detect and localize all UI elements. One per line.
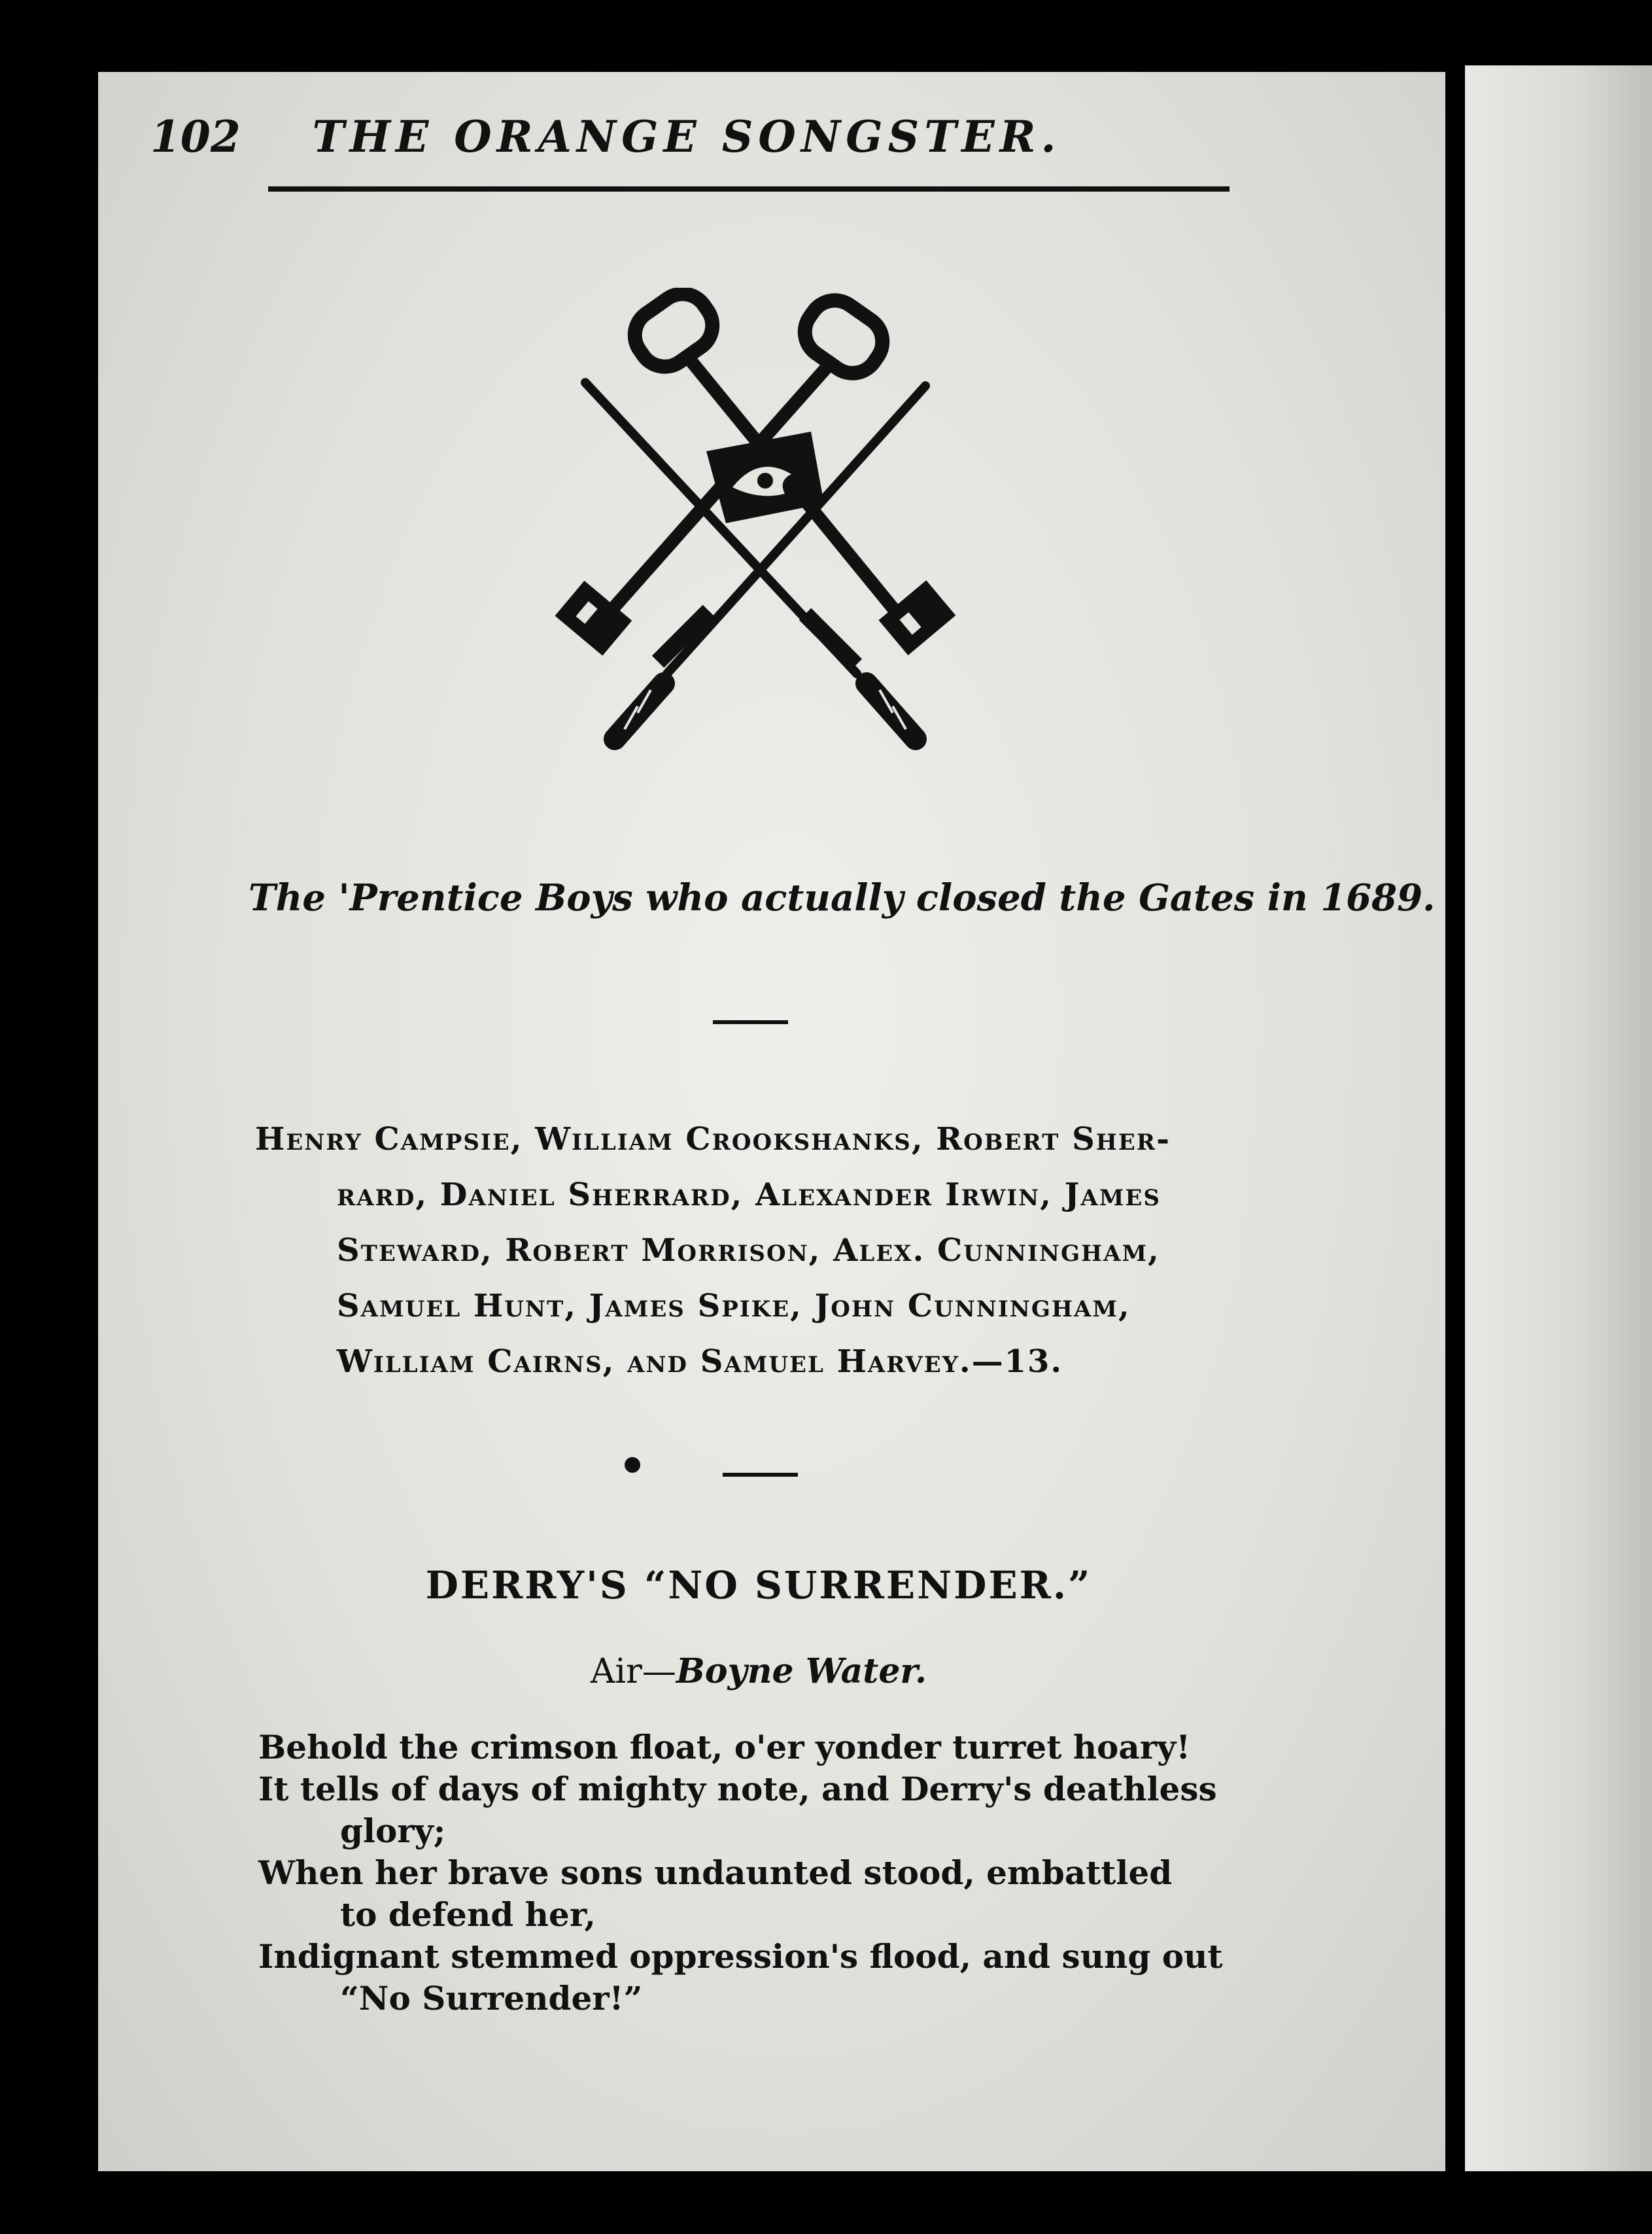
emblem-caption: The 'Prentice Boys who actually closed the Gates in 1689. <box>249 876 1436 919</box>
verse-line: “No Surrender!” <box>340 1979 643 2018</box>
verse-line: Indignant stemmed oppression's flood, and sung out <box>258 1937 1223 1976</box>
verse-line: It tells of days of mighty note, and Derry's deathless <box>258 1770 1217 1808</box>
air-prefix: Air— <box>590 1652 676 1691</box>
facing-page-edge <box>1465 65 1652 2171</box>
short-rule-2 <box>723 1473 798 1477</box>
air-tune: Boyne Water. <box>676 1651 927 1691</box>
song-air <box>249 1651 1269 1691</box>
names-line: rard, Daniel Sherrard, Alexander Irwin, James <box>337 1177 1161 1213</box>
page-number: 102 <box>150 111 241 162</box>
names-line: Henry Campsie, William Crookshanks, Robert Sher- <box>255 1121 1171 1158</box>
verse-line: Behold the crimson float, o'er yonder turret hoary! <box>258 1728 1191 1766</box>
short-rule-1 <box>713 1020 788 1024</box>
running-title: THE ORANGE SONGSTER. <box>312 111 1061 162</box>
names-line: Samuel Hunt, James Spike, John Cunningham, <box>337 1288 1131 1324</box>
verse-line: glory; <box>340 1812 446 1850</box>
verse-line: to defend her, <box>340 1895 596 1934</box>
header-rule <box>268 186 1230 192</box>
ink-speck <box>625 1457 640 1473</box>
page-header <box>150 111 1223 183</box>
song-title: DERRY'S “NO SURRENDER.” <box>425 1563 1092 1607</box>
song-verse <box>258 1727 1279 2019</box>
apprentice-boys-names <box>255 1112 1256 1390</box>
crossed-keys-swords-emblem <box>517 288 1001 759</box>
names-line: William Cairns, and Samuel Harvey.—13. <box>337 1343 1063 1380</box>
names-line: Steward, Robert Morrison, Alex. Cunningham, <box>337 1232 1160 1269</box>
verse-line: When her brave sons undaunted stood, embattled <box>258 1853 1173 1892</box>
book-gutter <box>1445 39 1465 2197</box>
